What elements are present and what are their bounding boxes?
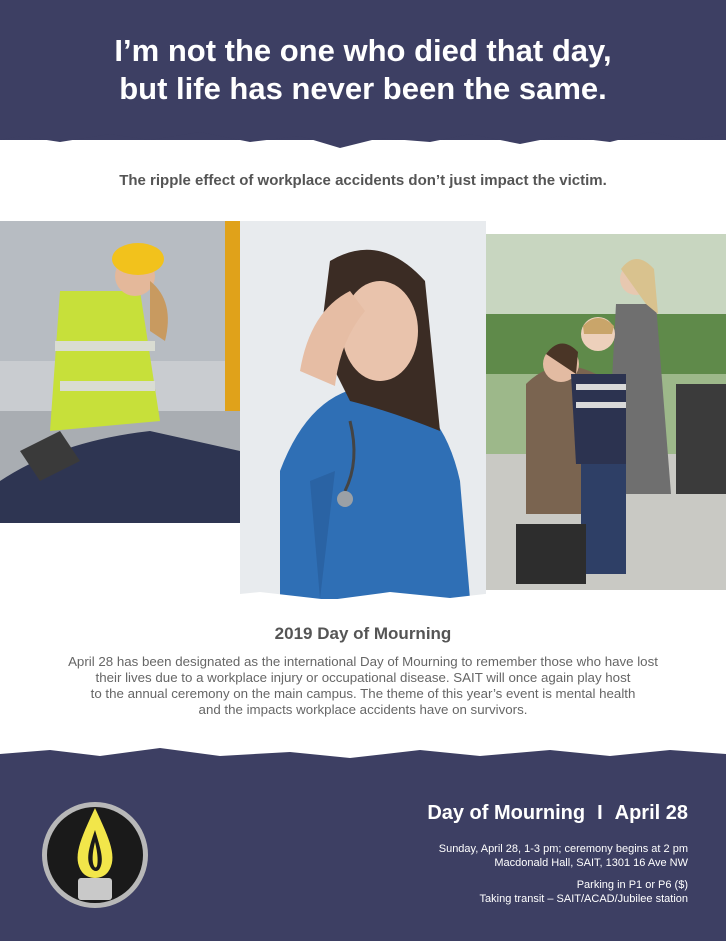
event-schedule: Sunday, April 28, 1-3 pm; ceremony begins at 2 pm xyxy=(438,843,688,855)
article-title: 2019 Day of Mourning xyxy=(274,624,452,643)
headline-line-1: I’m not the one who died that day, xyxy=(114,33,612,68)
event-title xyxy=(427,802,688,825)
event-name: Day of Mourning xyxy=(427,802,586,824)
event-parking: Parking in P1 or P6 ($) xyxy=(576,879,688,891)
event-access xyxy=(480,878,688,906)
event-separator: I xyxy=(597,802,603,824)
event-date: April 28 xyxy=(614,802,688,824)
article-line: and the impacts workplace accidents have on survivors. xyxy=(198,702,528,717)
candle-flame-icon xyxy=(40,800,150,910)
article-body xyxy=(30,654,696,718)
event-details xyxy=(439,842,688,870)
article-line: to the annual ceremony on the main campus. The theme of this year’s event is mental health xyxy=(90,686,636,701)
event-location: Macdonald Hall, SAIT, 1301 16 Ave NW xyxy=(494,857,688,869)
photo-distressed-nurse xyxy=(240,221,486,599)
photo-construction-accident xyxy=(0,221,240,523)
torn-edge-top xyxy=(0,118,726,156)
photo-grieving-family xyxy=(486,234,726,590)
article-line: April 28 has been designated as the international Day of Mourning to remember those who have lost xyxy=(68,654,658,669)
torn-edge-photos xyxy=(0,586,726,610)
headline xyxy=(0,32,726,108)
article-line: their lives due to a workplace injury or occupational disease. SAIT will once again play host xyxy=(95,670,631,685)
subheading: The ripple effect of workplace accidents don’t just impact the victim. xyxy=(119,172,607,189)
event-transit: Taking transit – SAIT/ACAD/Jubilee station xyxy=(479,893,688,905)
headline-line-2: but life has never been the same. xyxy=(119,71,607,106)
